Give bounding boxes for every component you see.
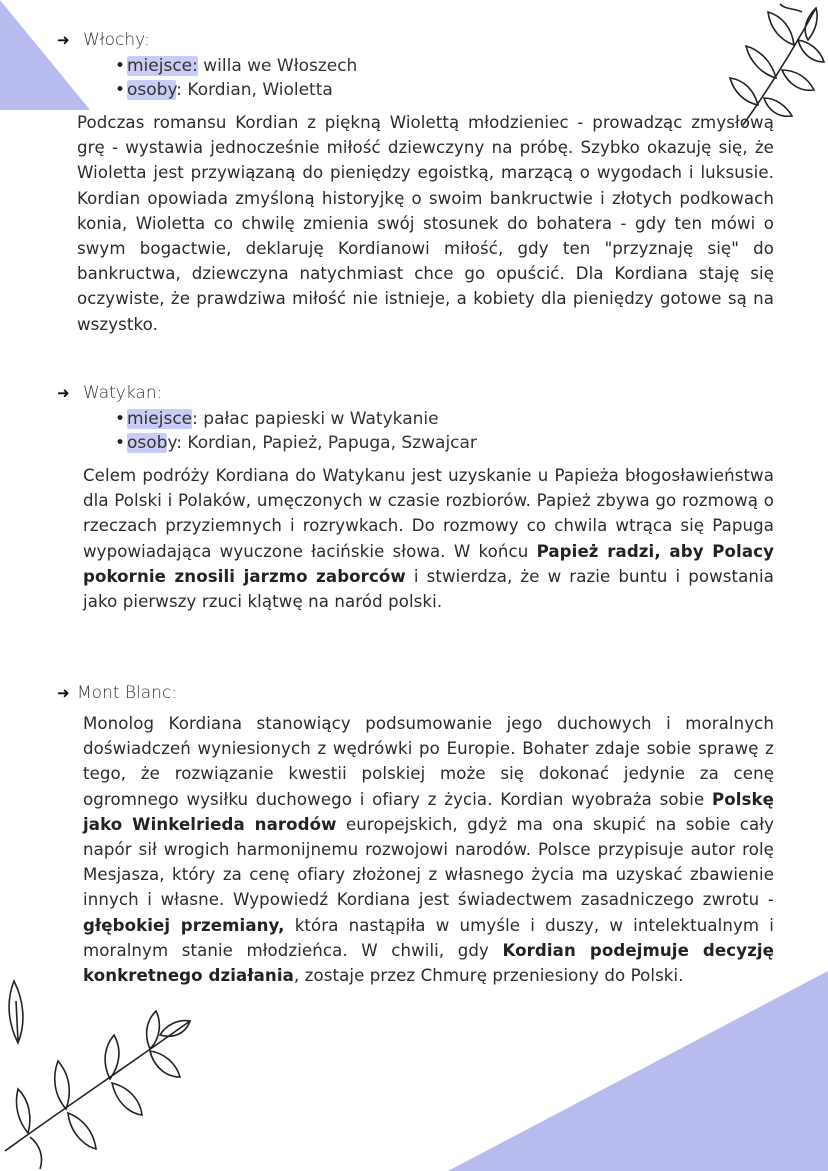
corner-triangle-bottom-right <box>448 971 828 1171</box>
paragraph-text: europejskich, gdyż ma ona skupić na sobie cały napór sił wrogich harmonijnemu rozwojowi narodów. Polsce przypisuje autor rolę Mesjasza, który za cenę ofiary złożonej z własnego życia ma uzyskać zbawienie innych i własne. Wypowiedź Kordiana jest świadectwem zasadniczego zwrotu - <box>83 814 774 910</box>
details-list <box>115 407 774 455</box>
section-mont-blanc <box>57 683 774 988</box>
section-heading <box>57 683 774 703</box>
list-item <box>115 431 774 455</box>
item-value: : pałac papieski w Watykanie <box>192 409 439 429</box>
list-item <box>115 407 774 431</box>
label-highlight: miejsce: <box>127 56 198 76</box>
paragraph-text: , zostaje przez Chmurę przeniesiony do Polski. <box>293 966 684 986</box>
section-paragraph <box>83 463 774 614</box>
label-highlight: osob <box>127 433 168 453</box>
leaf-branch-icon <box>0 961 200 1171</box>
item-value: y: Kordian, Papież, Papuga, Szwajcar <box>167 433 477 453</box>
paragraph-text: i stwierdza, że w razie buntu i powstania jako pierwszy rzuci klątwę na naród polski. <box>83 566 774 612</box>
section-paragraph <box>83 711 774 988</box>
section-heading <box>57 30 774 50</box>
section-paragraph: Podczas romansu Kordian z piękną Wiolettą młodzieniec - prowadząc zmysłową grę - wystawia jednocześnie miłość dziewczyny na próbę. Szybko okazuję się, że Wioletta jest przywiązaną do pieniędzy egoistką, marzącą o wygodach i luksusie. Kordian opowiada zmyśloną historyjkę o swoim bankructwie i złotych podkowach konia, Wioletta co chwilę zmienia swój stosunek do bohatera - gdy ten mówi o swym bogactwie, deklaruję Kordianowi miłość, gdy ten "przyznaję się" do bankructwa, dziewczyna natychmiast chce go opuścić. Dla Kordiana staję się oczywiste, że prawdziwa miłość nie istnieje, a kobiety dla pieniędzy gotowe są na wszystko. <box>77 113 774 334</box>
list-item <box>115 78 774 102</box>
heading-text: Mont Blanc: <box>77 683 178 703</box>
paragraph-text: Celem podróży Kordiana do Watykanu jest uzyskanie u Papieża błogosławieństwa dla Polski i Polaków, umęczonych w czasie rozbiorów. Papież zbywa go rozmową o rzeczach przyziemnych i rozrywkach. Do rozmowy co chwila wtrąca się Papuga wypowiadająca wyuczone łacińskie słowa. W końcu <box>83 466 774 561</box>
arrow-right-icon: ➜ <box>57 384 70 402</box>
label-highlight: osoby <box>127 80 177 100</box>
bold-text: głębokiej przemiany, <box>83 915 285 935</box>
item-value: : Kordian, Wioletta <box>176 80 333 100</box>
item-value: willa we Włoszech <box>197 56 358 76</box>
bold-text: Polskę jako Winkelrieda narodów <box>83 789 774 834</box>
arrow-right-icon: ➜ <box>57 684 70 702</box>
paragraph-text: która nastąpiła w umyśle i duszy, w intelektualnym i moralnym stanie młodzieńca. W chwili, gdy <box>83 915 774 960</box>
section-watykan <box>57 383 774 614</box>
section-heading <box>57 383 774 403</box>
label-highlight: miejsce <box>127 409 193 429</box>
bold-text: Kordian podejmuje decyzję konkretnego działania <box>83 940 775 986</box>
arrow-right-icon: ➜ <box>57 31 70 49</box>
section-wlochy <box>57 30 774 337</box>
list-item <box>115 54 774 78</box>
heading-text: Watykan: <box>83 383 163 403</box>
details-list <box>115 54 774 102</box>
paragraph-text: Monolog Kordiana stanowiący podsumowanie jego duchowych i moralnych doświadczeń wyniesionych z wędrówki po Europie. Bohater zdaje sobie sprawę z tego, że rozwiązanie kwestii polskiej może się dokonać jedynie za cenę ogromnego wysiłku duchowego i ofiary z życia. Kordian wyobraża sobie <box>83 714 774 809</box>
heading-text: Włochy: <box>83 30 150 50</box>
bold-text: Papież radzi, aby Polacy pokornie znosili jarzmo zaborców <box>83 541 774 586</box>
